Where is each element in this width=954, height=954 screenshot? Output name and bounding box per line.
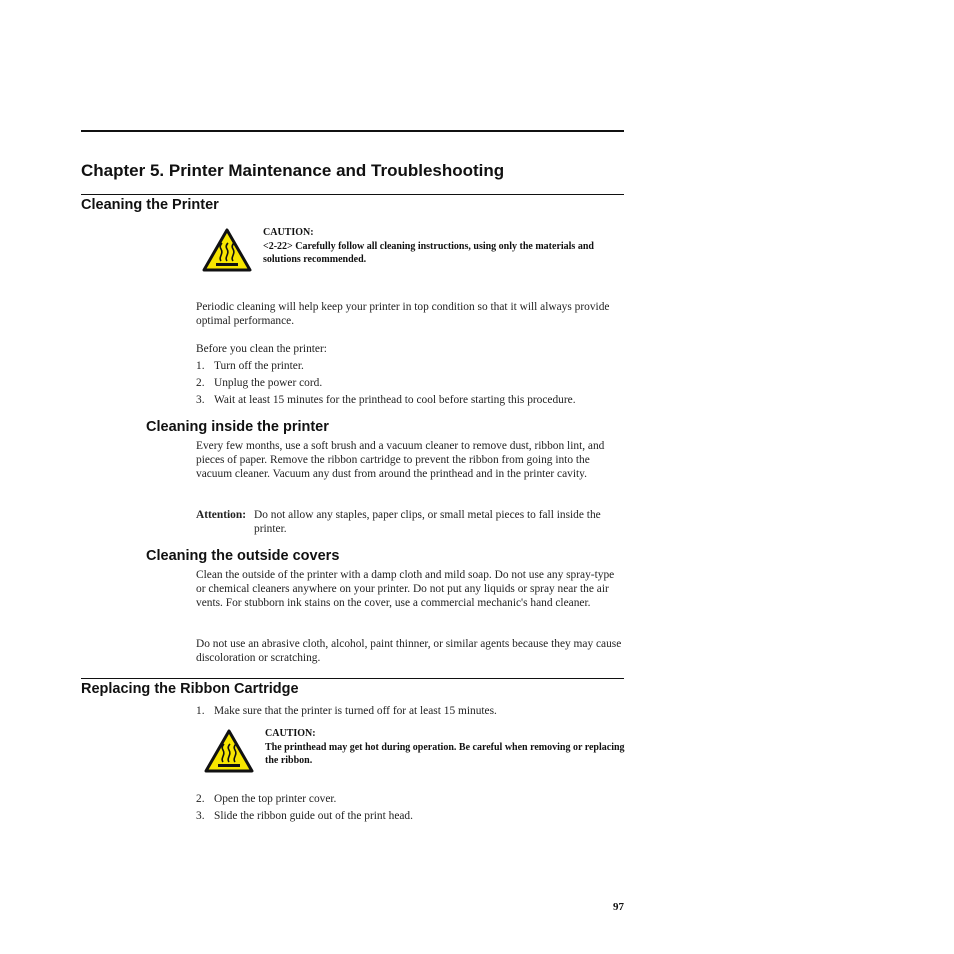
- list-item: 1. Turn off the printer.: [196, 360, 304, 372]
- caution-block-ribbon: [265, 728, 625, 767]
- section-heading-cleaning: Cleaning the Printer: [81, 197, 219, 213]
- chapter-top-rule: [81, 130, 624, 132]
- ribbon-steps: [196, 792, 628, 826]
- chapter-title: Chapter 5. Printer Maintenance and Troubleshooting: [81, 161, 505, 180]
- outside-body-1: Clean the outside of the printer with a damp cloth and mild soap. Do not use any spray-type or chemical cleaners anywhere on your printer. Do not put any liquids or spray near the air vents. For stubborn ink stains on the cover, use a commercial mechanic's hand cleaner.: [196, 569, 615, 609]
- subsection-heading-inside: Cleaning inside the printer: [146, 419, 329, 435]
- caution-text: <2-22> Carefully follow all cleaning instructions, using only the materials and solutions recommended.: [263, 240, 594, 265]
- hot-surface-warning-icon: [202, 228, 252, 272]
- list-item: 3. Wait at least 15 minutes for the printhead to cool before starting this procedure.: [196, 394, 576, 406]
- caution-text: The printhead may get hot during operation. Be careful when removing or replacing the ribbon.: [265, 741, 625, 766]
- list-item: 1. Make sure that the printer is turned off for at least 15 minutes.: [196, 705, 497, 717]
- list-item: 2. Open the top printer cover.: [196, 793, 337, 805]
- attention-text: Do not allow any staples, paper clips, or small metal pieces to fall inside the printer.: [254, 509, 601, 535]
- caution-label: CAUTION:: [265, 728, 316, 739]
- section-heading-ribbon: Replacing the Ribbon Cartridge: [81, 681, 299, 697]
- cleaning-intro: Periodic cleaning will help keep your printer in top condition so that it will always provide optimal performance.: [196, 301, 610, 327]
- list-item: 3. Slide the ribbon guide out of the print head.: [196, 810, 413, 822]
- subsection-heading-outside: Cleaning the outside covers: [146, 548, 340, 564]
- section-rule-cleaning: [81, 194, 624, 195]
- cleaning-steps: [196, 359, 628, 410]
- outside-body-2: Do not use an abrasive cloth, alcohol, paint thinner, or similar agents because they may cause discoloration or scratching.: [196, 638, 622, 664]
- cleaning-before: Before you clean the printer:: [196, 343, 327, 355]
- inside-body: Every few months, use a soft brush and a vacuum cleaner to remove dust, ribbon lint, and pieces of paper. Remove the ribbon cartridge to prevent the ribbon from going into the vacuum cleaner. Vacuum any dust from around the printhead and in the printer cavity.: [196, 440, 605, 480]
- caution-block-cleaning: [263, 227, 623, 266]
- section-rule-ribbon: [81, 678, 624, 679]
- page-number: 97: [613, 901, 624, 913]
- list-item: 2. Unplug the power cord.: [196, 377, 323, 389]
- caution-label: CAUTION:: [263, 227, 314, 238]
- attention-label: Attention:: [196, 509, 246, 521]
- hot-surface-warning-icon: [204, 729, 254, 773]
